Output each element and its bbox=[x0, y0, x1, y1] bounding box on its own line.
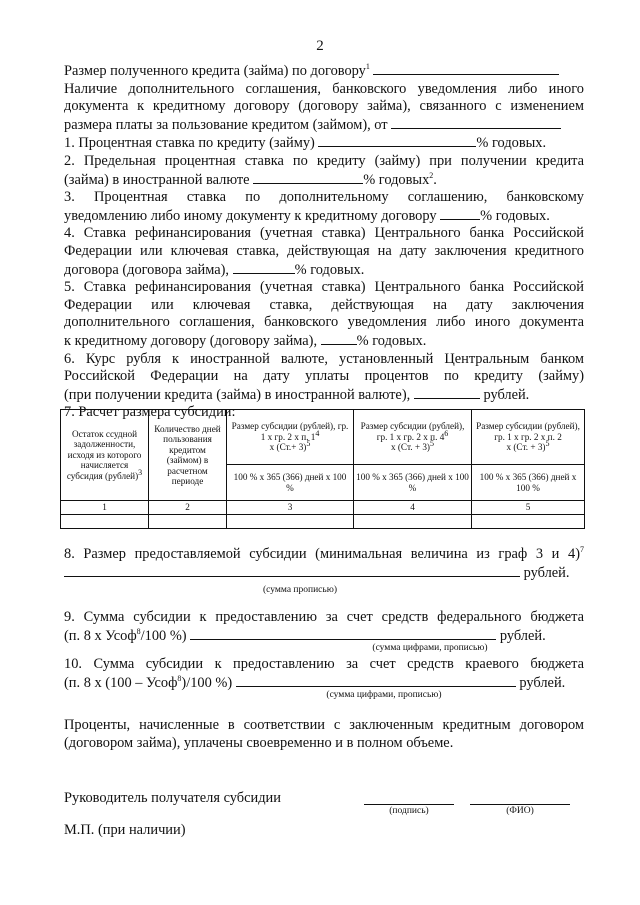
item-6-line-2: Российской Федерации на дату уплаты процентов по кредиту (займу) bbox=[64, 368, 584, 385]
page-number: 2 bbox=[316, 38, 324, 54]
agreement-line-2: документа к кредитному договору (договору займа), связанного с изменением bbox=[64, 98, 584, 115]
item-10 bbox=[64, 656, 584, 692]
credit-info-block bbox=[64, 62, 584, 422]
item-2-line-2: (займа) в иностранной валюте % годовых$^2$. bbox=[64, 170, 437, 188]
header-col-4: Размер субсидии (рублей), гр. 1 х гр. 2 х п. $4^6$ х (Ст. + 3)$^5$ bbox=[354, 410, 472, 465]
header-col-2: Количество дней пользования кредитом (займом) в расчетном периоде bbox=[149, 410, 227, 501]
table-number-row bbox=[61, 501, 585, 515]
column-number-5: 5 bbox=[472, 501, 585, 515]
item-9-line-1: 9. Сумма субсидии к предоставлению за счет средств федерального бюджета bbox=[64, 609, 584, 625]
federal-subsidy-field[interactable] bbox=[190, 627, 496, 640]
header-col-3: Размер субсидии (рублей), гр. 1 х гр. 2 х п. $1^4$ х $(Ст.+ 3)^5$ bbox=[227, 410, 354, 465]
item-9-line-2: (п. 8 х Усоф$^8$/100 %) рублей. bbox=[64, 626, 546, 644]
denominator-col-3: 100 % х 365 (366) дней х 100 % bbox=[227, 465, 354, 501]
item-7: 7. Расчет размера субсидии: bbox=[64, 404, 236, 421]
refinancing-rate-field[interactable] bbox=[233, 261, 295, 274]
column-number-4: 4 bbox=[354, 501, 472, 515]
item-2-line-1: 2. Предельная процентная ставка по кредиту (займу) при получении кредита bbox=[64, 152, 584, 169]
item-9 bbox=[64, 609, 584, 645]
data-cell-3[interactable] bbox=[227, 514, 354, 528]
item-8-line-1: 8. Размер предоставляемой субсидии (минимальная величина из граф 3 и 4)$^7$ bbox=[64, 545, 584, 562]
subsidy-amount-words-field[interactable] bbox=[64, 564, 520, 577]
agreement-date-field[interactable] bbox=[391, 116, 561, 129]
data-cell-4[interactable] bbox=[354, 514, 472, 528]
item-10-line-2: (п. 8 х (100 – Усоф$^8$)/100 %) рублей. bbox=[64, 673, 566, 691]
item-6-line-1: 6. Курс рубля к иностранной валюте, установленный Центральным банком bbox=[64, 350, 584, 367]
item-8 bbox=[64, 546, 584, 582]
regional-subsidy-field[interactable] bbox=[236, 674, 516, 687]
item-10-caption: (сумма цифрами, прописью) bbox=[326, 690, 442, 700]
item-3-line-1: 3. Процентная ставка по дополнительному соглашению, банковскому bbox=[64, 189, 584, 206]
data-cell-2[interactable] bbox=[149, 514, 227, 528]
name-line[interactable] bbox=[470, 804, 570, 805]
header-col-1: Остаток ссудной задолженности, исходя из которого начисляется субсидия (рублей)$^3$ bbox=[61, 410, 149, 501]
item-5-line-1: 5. Ставка рефинансирования (учетная ставка) Центрального банка Российской bbox=[64, 279, 584, 296]
agreement-line-1: Наличие дополнительного соглашения, банковского уведомления либо иного bbox=[64, 80, 584, 97]
subsidy-calculation-table bbox=[60, 409, 585, 529]
closing-statement bbox=[64, 717, 584, 752]
item-4-line-2: Федерации или ключевая ставка, действующая на дату заключения кредитного bbox=[64, 242, 584, 259]
data-cell-5[interactable] bbox=[472, 514, 585, 528]
item-5-line-4: к кредитному договору (договору займа), % годовых. bbox=[64, 332, 427, 349]
table-data-row bbox=[61, 514, 585, 528]
item-1: 1. Процентная ставка по кредиту (займу) % годовых. bbox=[64, 135, 547, 152]
signatory-label: Руководитель получателя субсидии bbox=[64, 790, 281, 806]
agreement-date-line: размера платы за пользование кредитом (займом), от bbox=[64, 116, 584, 135]
header-col-5: Размер субсидии (рублей), гр. 1 х гр. 2 х п. 2 х (Ст. + 3)$^5$ bbox=[472, 410, 585, 465]
closing-line-1: Проценты, начисленные в соответствии с заключенным кредитным договором bbox=[64, 717, 584, 733]
item-5-line-2: Федерации или ключевая ставка, действующая на дату заключения bbox=[64, 296, 584, 313]
item-6-line-3: (при получении кредита (займа) в иностранной валюте), рублей. bbox=[64, 386, 530, 403]
name-caption: (ФИО) bbox=[506, 806, 534, 816]
denominator-col-5: 100 % х 365 (366) дней х 100 % bbox=[472, 465, 585, 501]
credit-amount-line: Размер полученного кредита (займа) по договору$^1$ bbox=[64, 62, 584, 81]
item-8-caption: (сумма прописью) bbox=[263, 585, 337, 595]
table-header-row bbox=[61, 410, 585, 465]
stamp-placeholder: М.П. (при наличии) bbox=[64, 822, 186, 838]
signature-caption: (подпись) bbox=[389, 806, 429, 816]
item-4-line-1: 4. Ставка рефинансирования (учетная ставка) Центрального банка Российской bbox=[64, 225, 584, 242]
additional-rate-field[interactable] bbox=[440, 207, 480, 220]
credit-amount-field[interactable] bbox=[373, 62, 559, 75]
column-number-2: 2 bbox=[149, 501, 227, 515]
interest-rate-field[interactable] bbox=[318, 134, 476, 147]
item-3-line-2: уведомлению либо иному документу к кредитному договору % годовых. bbox=[64, 207, 550, 224]
denominator-col-4: 100 % х 365 (366) дней х 100 % bbox=[354, 465, 472, 501]
refinancing-rate-additional-field[interactable] bbox=[321, 332, 357, 345]
closing-line-2: (договором займа), уплачены своевременно и в полном объеме. bbox=[64, 734, 454, 751]
item-9-caption: (сумма цифрами, прописью) bbox=[372, 643, 488, 653]
signature-line[interactable] bbox=[364, 804, 454, 805]
column-number-3: 3 bbox=[227, 501, 354, 515]
item-8-line-2: рублей. bbox=[64, 564, 584, 583]
item-4-line-3: договора (договора займа), % годовых. bbox=[64, 261, 365, 278]
item-10-line-1: 10. Сумма субсидии к предоставлению за счет средств краевого бюджета bbox=[64, 656, 584, 672]
foreign-rate-field[interactable] bbox=[253, 171, 363, 184]
item-5-line-3: дополнительного соглашения, банковского уведомления либо иного документа bbox=[64, 314, 584, 331]
data-cell-1[interactable] bbox=[61, 514, 149, 528]
exchange-rate-field[interactable] bbox=[414, 386, 480, 399]
column-number-1: 1 bbox=[61, 501, 149, 515]
